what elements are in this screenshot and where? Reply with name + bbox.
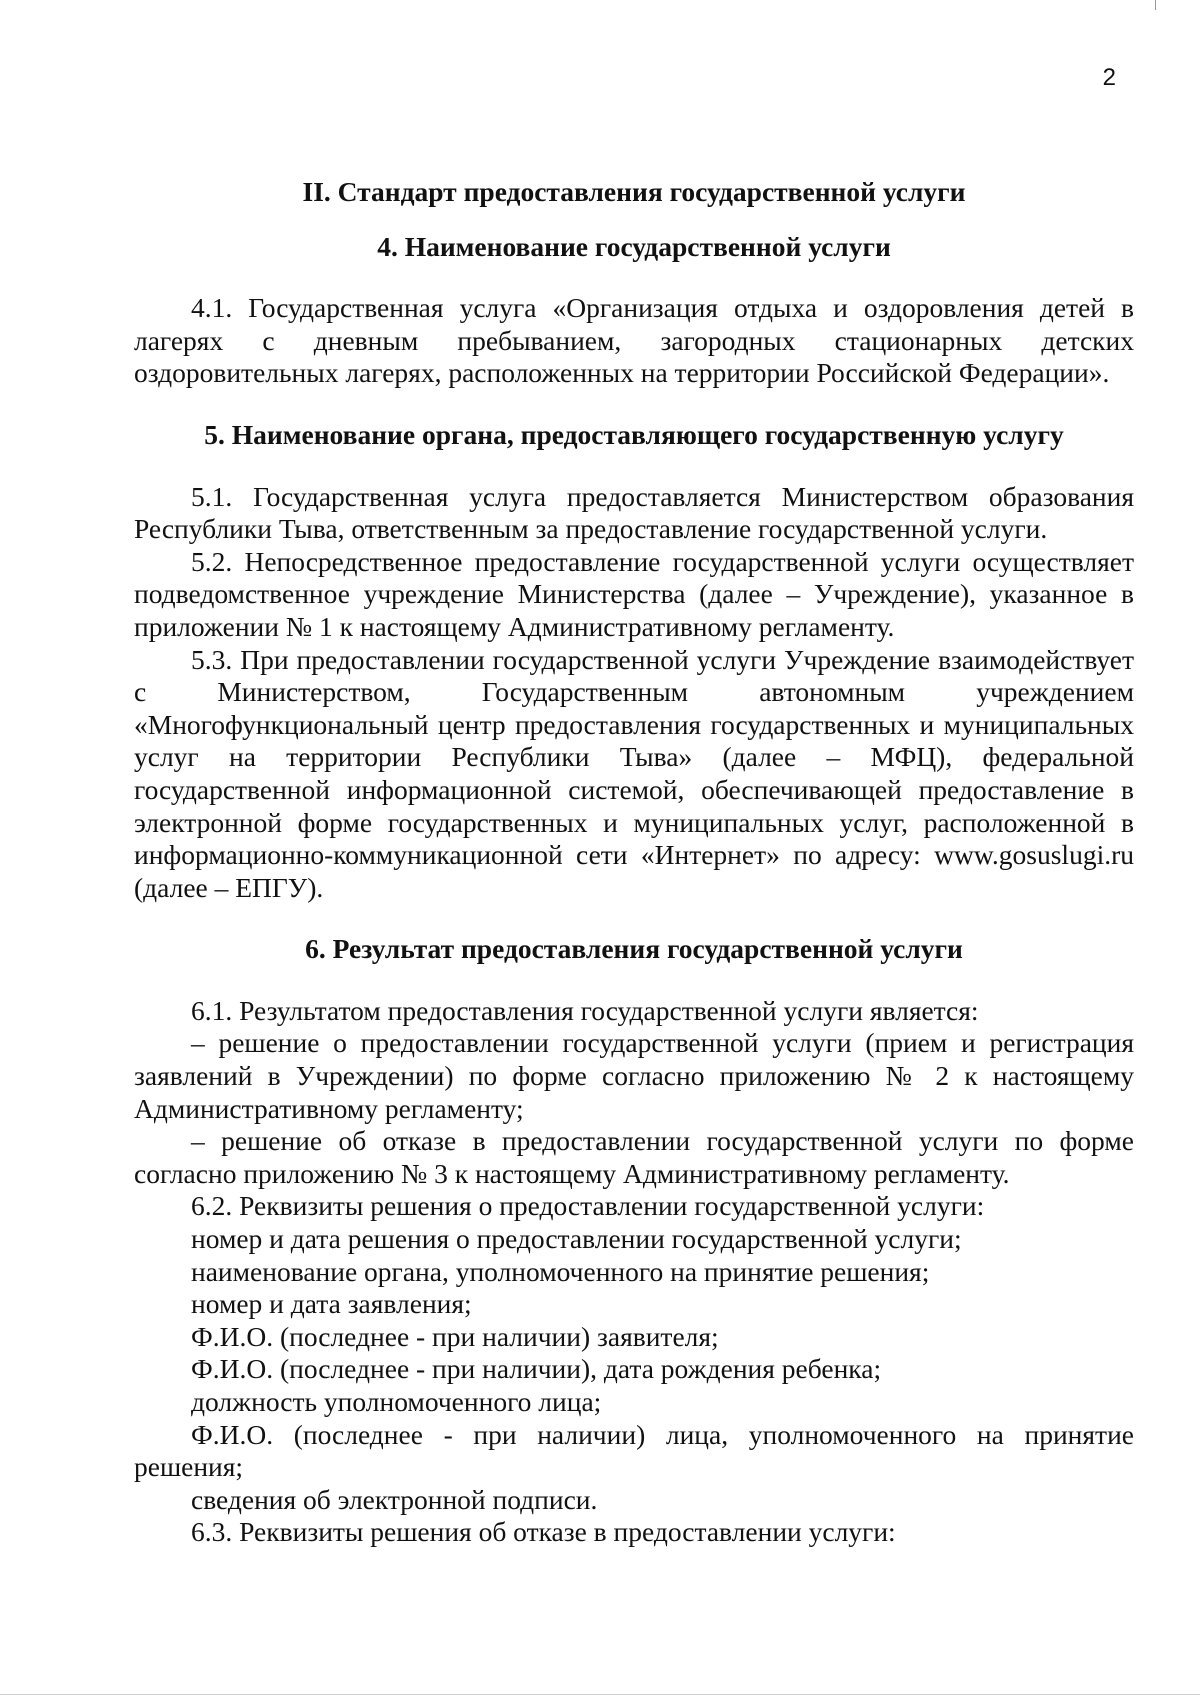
scan-mark xyxy=(1155,0,1156,10)
requisite-item: сведения об электронной подписи. xyxy=(191,1483,598,1515)
requisite-item: Ф.И.О. (последнее - при наличии), дата рождения ребенка; xyxy=(191,1353,882,1385)
paragraph-5-1: 5.1. Государственная услуга предоставляется Министерством образования Республики Тыва, ответственным за предоставление государственной услуги. xyxy=(134,480,1134,545)
page-number: 2 xyxy=(1102,64,1116,91)
paragraph-6-1-item-2: – решение об отказе в предоставлении государственной услуги по форме согласно приложению № 3 к настоящему Административному регламенту. xyxy=(134,1125,1134,1189)
requisite-item: должность уполномоченного лица; xyxy=(191,1386,602,1417)
heading-4: 4. Наименование государственной услуги xyxy=(377,230,891,262)
heading-6: 6. Результат предоставления государственной услуги xyxy=(305,933,963,965)
paragraph-5-2: 5.2. Непосредственное предоставление государственной услуги осуществляет подведомственное учреждение Министерства (далее – Учреждение), указанное в приложении № 1 к настоящему Административному регламенту. xyxy=(134,545,1134,642)
requisite-item: Ф.И.О. (последнее - при наличии) заявителя; xyxy=(191,1320,719,1352)
requisite-item: наименование органа, уполномоченного на принятие решения; xyxy=(191,1255,930,1287)
paragraph-4-1: 4.1. Государственная услуга «Организация отдыха и оздоровления детей в лагерях с дневным пребыванием, загородных стационарных детских оздоровительных лагерях, расположенных на территории Российской Федерации». xyxy=(134,292,1134,389)
paragraph-6-3: 6.3. Реквизиты решения об отказе в предоставлении услуги: xyxy=(191,1516,896,1548)
paragraph-6-2: 6.2. Реквизиты решения о предоставлении государственной услуги: xyxy=(191,1190,985,1222)
paragraph-6-1-item-1: – решение о предоставлении государственной услуги (прием и регистрация заявлений в Учреждении) по форме согласно приложению № 2 к настоящему Административному регламенту; xyxy=(134,1027,1134,1124)
section-title: II. Стандарт предоставления государственной услуги xyxy=(302,176,966,207)
requisite-item: номер и дата решения о предоставлении государственной услуги; xyxy=(191,1223,962,1255)
paragraph-5-3: 5.3. При предоставлении государственной услуги Учреждение взаимодействует с Министерством, Государственным автономным учреждением «Многофункциональный центр предоставления государственных и муниципальных услуг на территории Республики Тыва» (далее – МФЦ), федеральной государственной информационной системой, обеспечивающей предоставление в электронной форме государственных и муниципальных услуг, расположенной в информационно-коммуникационной сети «Интернет» по адресу: www.gosuslugi.ru (далее – ЕПГУ). xyxy=(134,643,1134,903)
heading-5: 5. Наименование органа, предоставляющего государственную услугу xyxy=(204,418,1064,450)
paragraph-6-1: 6.1. Результатом предоставления государственной услуги является: xyxy=(191,994,979,1026)
requisite-item: номер и дата заявления; xyxy=(191,1288,472,1320)
document-body xyxy=(134,176,1134,1549)
scan-edge-line xyxy=(0,1694,1200,1695)
requisite-item: Ф.И.О. (последнее - при наличии) лица, уполномоченного на принятие решения; xyxy=(134,1418,1134,1483)
